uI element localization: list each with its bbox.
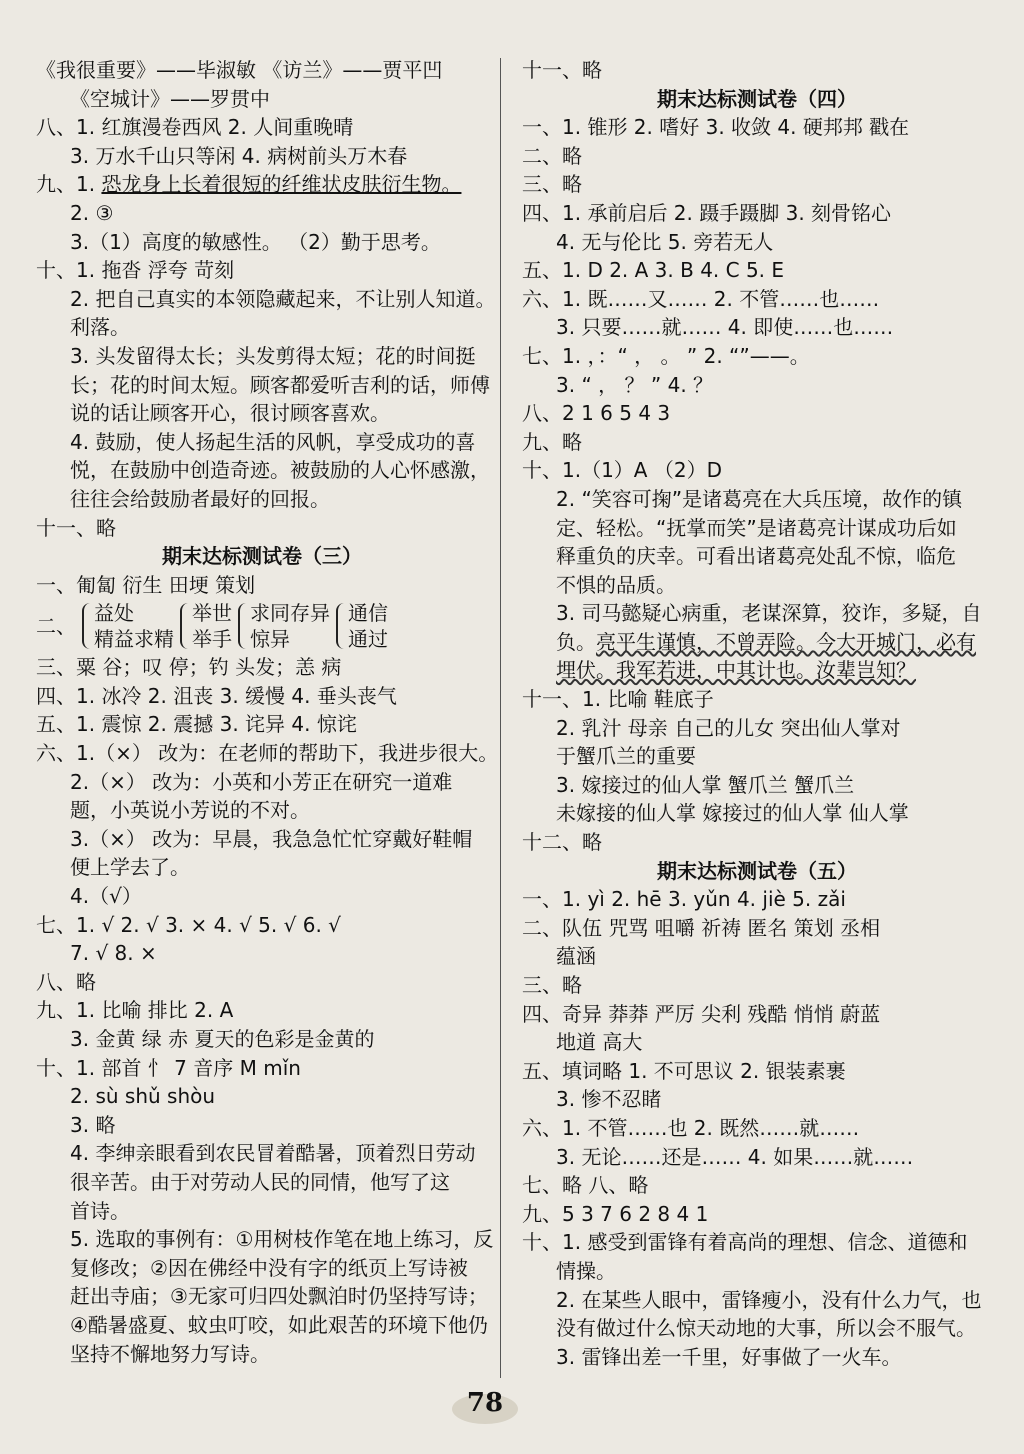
text-line: 4. 无与伦比 5. 旁若无人 <box>556 229 774 254</box>
text-fragment: 负。 <box>556 629 596 654</box>
text-line: 2. ③ <box>70 200 114 225</box>
underlined-answer: 恐龙身上长着很短的纤维状皮肤衍生物。 <box>101 172 462 197</box>
wavy-underlined-answer: 亮平生谨慎，不曾弄险。今大开城门，必有 <box>596 629 976 654</box>
text-line: 十一、略 <box>36 515 116 540</box>
word-group <box>250 600 330 652</box>
text-line: 没有做过什么惊天动地的大事，所以会不服气。 <box>556 1316 976 1341</box>
text-line: 三、粟 谷；叹 停；钓 头发；恙 病 <box>36 655 342 680</box>
wavy-underlined-answer: 埋伏。我军若进，中其计也。汝辈岂知？ <box>556 658 916 683</box>
text-line: 四、奇异 莽莽 严厉 尖利 残酷 悄悄 蔚蓝 <box>522 1001 881 1026</box>
text-line: 十一、1. 比喻 鞋底子 <box>522 687 714 712</box>
brace-group-row <box>36 600 488 652</box>
text-line: 3. 略 <box>70 1112 116 1137</box>
text-line <box>36 170 488 199</box>
text-line: 3. 只要……就…… 4. 即使……也…… <box>556 315 894 340</box>
text-line: 蕴涵 <box>556 944 596 969</box>
text-line: 悦，在鼓励中创造奇迹。被鼓励的人心怀感激， <box>70 458 490 483</box>
text-line: 3. “ ， ？ ” 4. ？ <box>556 372 714 397</box>
text-line: ④酷暑盛夏、蚊虫叮咬，如此艰苦的环境下他仍 <box>70 1312 488 1337</box>
brace-icon <box>336 603 344 649</box>
text-line: 3. 嫁接过的仙人掌 蟹爪兰 蟹爪兰 <box>556 772 855 797</box>
word: 精益求精 <box>94 627 174 652</box>
text-line: 八、略 <box>36 969 96 994</box>
text-line: 2. sù shǔ shòu <box>70 1084 216 1109</box>
right-column <box>522 56 992 1371</box>
text-line: 坚持不懈地努力写诗。 <box>70 1341 270 1366</box>
text-line: 十、1. 部首 忄 7 音序 M mǐn <box>36 1055 301 1080</box>
item-number: 九、1. <box>36 172 102 197</box>
text-line: 2. 乳汁 母亲 自己的儿女 突出仙人掌对 <box>556 715 901 740</box>
text-line: 3. 惨不忍睹 <box>556 1087 662 1112</box>
text-line <box>522 628 992 657</box>
text-line: 3. 金黄 绿 赤 夏天的色彩是金黄的 <box>70 1027 375 1051</box>
word-group <box>192 600 232 652</box>
item-number: 二、 <box>36 613 76 638</box>
text-line: 便上学去了。 <box>70 855 190 880</box>
text-line: 一、1. yì 2. hē 3. yǔn 4. jiè 5. zǎi <box>522 887 846 912</box>
text-line: 4.（√） <box>70 884 142 909</box>
word-group <box>94 600 174 652</box>
text-line: 七、1. √ 2. √ 3. × 4. √ 5. √ 6. √ <box>36 912 341 937</box>
text-line: 九、5 3 7 6 2 8 4 1 <box>522 1201 709 1226</box>
text-line: 八、2 1 6 5 4 3 <box>522 401 671 426</box>
text-line: 地道 高大 <box>556 1030 643 1055</box>
word: 通过 <box>348 627 388 652</box>
brace-icon <box>238 603 246 649</box>
brace-icon <box>180 603 188 649</box>
text-line: 四、1. 冰冷 2. 沮丧 3. 缓慢 4. 垂头丧气 <box>36 683 397 708</box>
text-line: 《空城计》——罗贯中 <box>70 86 270 111</box>
text-line: 六、1. 不管……也 2. 既然……就…… <box>522 1115 860 1140</box>
text-line: 7. √ 8. × <box>70 941 157 966</box>
text-line: 不惧的品质。 <box>556 572 676 597</box>
word: 举手 <box>192 627 232 652</box>
text-line: 九、1. 比喻 排比 2. A <box>36 998 234 1023</box>
text-line: 五、1. 震惊 2. 震撼 3. 诧异 4. 惊诧 <box>36 712 357 737</box>
column-divider <box>500 58 501 1378</box>
section-title-4: 期末达标测试卷（四） <box>657 86 857 111</box>
text-line: 3. 万水千山只等闲 4. 病树前头万木春 <box>70 143 408 168</box>
text-line: 十、1. 感受到雷锋有着高尚的理想、信念、道德和 <box>522 1230 968 1255</box>
word: 求同存异 <box>250 601 330 626</box>
text-line: 4. 鼓励，使人扬起生活的风帆，享受成功的喜 <box>70 429 476 454</box>
text-line: 十二、略 <box>522 830 602 855</box>
text-line: 利落。 <box>70 315 130 340</box>
text-line: 七、1. ，：“ ， 。 ” 2. “”——。 <box>522 343 810 368</box>
text-line: 三、略 <box>522 172 582 197</box>
page-number-badge <box>452 1384 518 1424</box>
text-line: 2. 把自己真实的本领隐藏起来，不让别人知道。 <box>70 286 496 311</box>
text-line: 三、略 <box>522 973 582 997</box>
text-line: 五、1. D 2. A 3. B 4. C 5. E <box>522 258 785 283</box>
text-line: 十、1.（1）A （2）D <box>522 458 722 483</box>
text-line: 《我很重要》——毕淑敏 《访兰》——贾平凹 <box>36 58 443 82</box>
section-title-3: 期末达标测试卷（三） <box>162 544 362 569</box>
text-line: 2.（×） 改为：小英和小芳正在研究一道难 <box>70 769 453 794</box>
text-line: 长；花的时间太短。顾客都爱听吉利的话，师傅 <box>70 372 490 397</box>
text-line: 2. 在某些人眼中，雷锋瘦小，没有什么力气，也 <box>556 1287 982 1312</box>
text-line: 释重负的庆幸。可看出诸葛亮处乱不惊，临危 <box>556 544 956 569</box>
text-line: 十一、略 <box>522 58 602 82</box>
text-line: 3. 司马懿疑心病重，老谋深算，狡诈，多疑，自 <box>556 601 982 626</box>
text-line: 题，小英说小芳说的不对。 <box>70 798 310 823</box>
text-line: 3.（×） 改为：早晨，我急急忙忙穿戴好鞋帽 <box>70 826 473 851</box>
text-line: 往往会给鼓励者最好的回报。 <box>70 486 330 511</box>
word: 举世 <box>192 601 232 626</box>
text-line: 2. “笑容可掬”是诸葛亮在大兵压境，故作的镇 <box>556 486 963 511</box>
text-line: 4. 李绅亲眼看到农民冒着酷暑，顶着烈日劳动 <box>70 1141 476 1166</box>
text-line: 二、略 <box>522 143 582 168</box>
text-line: 情操。 <box>556 1258 616 1283</box>
text-line: 未嫁接的仙人掌 嫁接过的仙人掌 仙人掌 <box>556 801 909 826</box>
word: 通信 <box>348 601 388 626</box>
text-line: 3. 头发留得太长；头发剪得太短；花的时间挺 <box>70 343 476 368</box>
text-line: 复修改；②因在佛经中没有字的纸页上写诗被 <box>70 1255 468 1280</box>
text-line: 一、1. 锥形 2. 嗜好 3. 收敛 4. 硬邦邦 戳在 <box>522 115 910 140</box>
text-line: 3.（1）高度的敏感性。 （2）勤于思考。 <box>70 229 441 254</box>
word-group <box>348 600 388 652</box>
text-line: 定、轻松。“抚掌而笑”是诸葛亮计谋成功后如 <box>556 515 957 540</box>
text-line: 六、1.（×） 改为：在老师的帮助下，我进步很大。 <box>36 741 499 766</box>
left-column <box>36 56 499 1368</box>
section-title-5: 期末达标测试卷（五） <box>657 858 857 883</box>
text-line: 5. 选取的事例有：①用树枝作笔在地上练习，反 <box>70 1227 494 1252</box>
text-line <box>522 656 992 685</box>
text-line: 很辛苦。由于对劳动人民的同情，他写了这 <box>70 1169 450 1194</box>
text-line: 于蟹爪兰的重要 <box>556 744 696 769</box>
text-line: 四、1. 承前启后 2. 蹑手蹑脚 3. 刻骨铭心 <box>522 200 892 225</box>
text-line: 五、填词略 1. 不可思议 2. 银装素裹 <box>522 1058 846 1083</box>
text-line: 十、1. 拖沓 浮夸 苛刻 <box>36 258 235 283</box>
text-line: 一、匍匐 衍生 田埂 策划 <box>36 572 256 597</box>
page-number: 78 <box>466 1388 504 1418</box>
text-line: 3. 雷锋出差一千里，好事做了一火车。 <box>556 1344 902 1369</box>
word: 益处 <box>94 601 134 626</box>
text-line: 3. 无论……还是…… 4. 如果……就…… <box>556 1144 914 1169</box>
text-line: 赶出寺庙；③无家可归四处飘泊时仍坚持写诗； <box>70 1284 488 1309</box>
text-line: 二、队伍 咒骂 咀嚼 祈祷 匿名 策划 丞相 <box>522 915 881 940</box>
text-line: 首诗。 <box>70 1198 130 1223</box>
brace-icon <box>82 603 90 649</box>
text-line: 九、略 <box>522 429 582 454</box>
word: 惊异 <box>250 627 290 652</box>
text-line: 说的话让顾客开心，很讨顾客喜欢。 <box>70 401 390 426</box>
text-line: 八、1. 红旗漫卷西风 2. 人间重晚晴 <box>36 115 354 140</box>
text-line: 六、1. 既……又…… 2. 不管……也…… <box>522 286 880 311</box>
text-line: 七、略 八、略 <box>522 1173 649 1198</box>
